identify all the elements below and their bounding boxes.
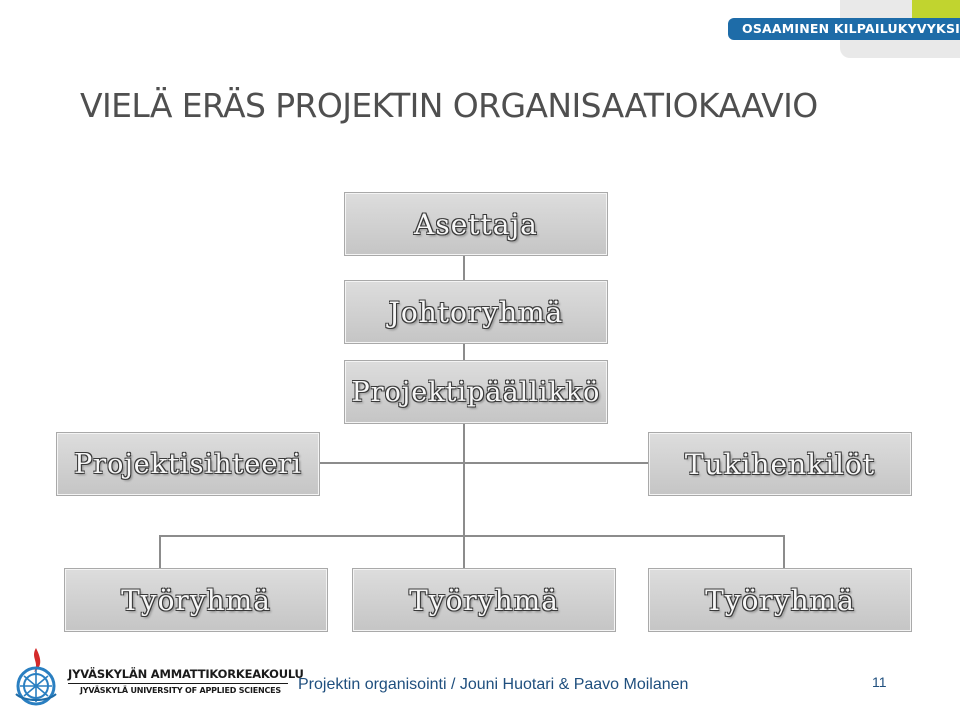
footer-text: Projektin organisointi / Jouni Huotari & Paavo Moilanen <box>298 676 689 693</box>
org-box-tukihenkilot: Tukihenkilöt <box>648 432 912 496</box>
connector-teams-horizontal <box>159 535 785 537</box>
org-box-johtoryhma: Johtoryhmä <box>344 280 608 344</box>
connector-johtoryhma-pp <box>463 344 465 360</box>
org-box-projektisihteeri: Projektisihteeri <box>56 432 320 496</box>
logo-subtitle: JYVÄSKYLÄ UNIVERSITY OF APPLIED SCIENCES <box>80 686 281 695</box>
org-box-tyoryhma-1: Työryhmä <box>64 568 328 632</box>
logo-name: JYVÄSKYLÄN AMMATTIKORKEAKOULU <box>68 667 304 681</box>
page-title: VIELÄ ERÄS PROJEKTIN ORGANISAATIOKAAVIO <box>80 86 818 125</box>
org-box-projektipaallikko: Projektipäällikkö <box>344 360 608 424</box>
page-number: 11 <box>872 674 887 690</box>
connector-team-1 <box>159 535 161 568</box>
org-box-asettaja: Asettaja <box>344 192 608 256</box>
org-box-tyoryhma-3: Työryhmä <box>648 568 912 632</box>
connector-staff-horizontal <box>320 462 648 464</box>
org-box-tyoryhma-2: Työryhmä <box>352 568 616 632</box>
connector-pp-trunk <box>463 424 465 536</box>
connector-team-3 <box>783 535 785 568</box>
brand-banner: OSAAMINEN KILPAILUKYVYKSI <box>728 18 960 40</box>
logo-divider <box>68 683 288 684</box>
connector-team-2 <box>463 535 465 568</box>
connector-asettaja-johtoryhma <box>463 256 465 280</box>
university-logo-icon <box>10 646 62 708</box>
